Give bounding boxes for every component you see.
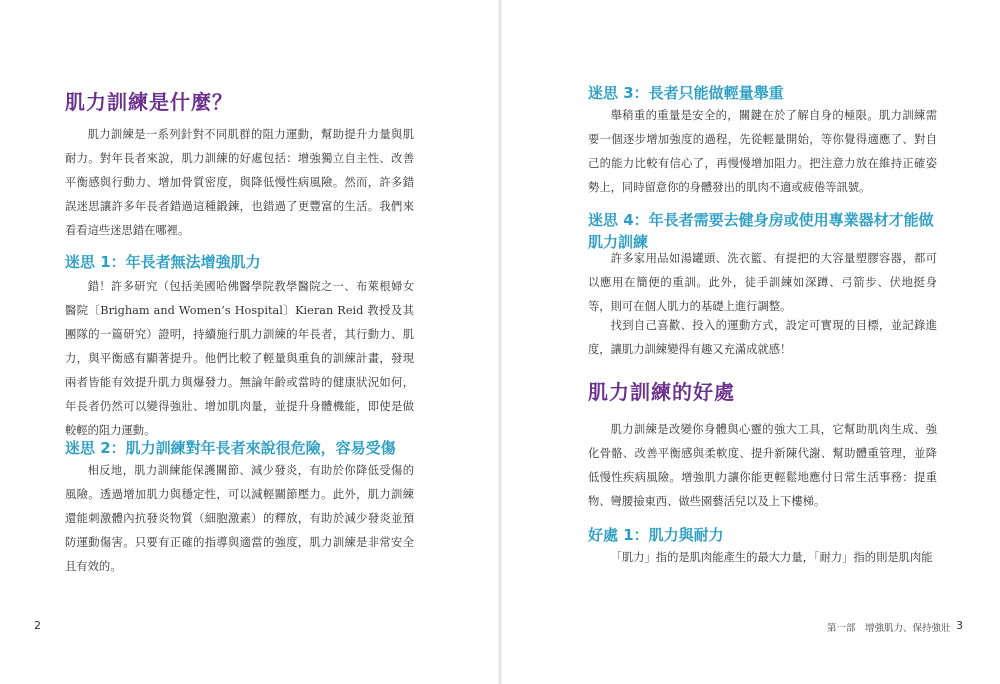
running-head: 第一部 增強肌力、保持強壯 (827, 623, 951, 634)
benefits-intro-paragraph: 肌力訓練是改變你身體與心靈的強大工具，它幫助肌肉生成、強化骨骼、改善平衡感與柔軟度、提升新陳代謝、幫助體重管理，並降低慢性疾病風險。增強肌力讓你能更輕鬆地應付日常生活事務：提重物、彎腰撿東西、做些園藝活兒以及上下樓梯。 (588, 423, 937, 508)
myth-4-paragraph-1: 許多家用品如湯罐頭、洗衣籃、有提把的大容量塑膠容器，都可以應用在簡便的重訓。此外，徒手訓練如深蹲、弓箭步、伏地挺身等，則可在個人肌力的基礎上進行調整。 (588, 252, 937, 313)
myth-3-heading: 迷思 3：長者只能做輕量舉重 (588, 84, 784, 102)
benefit-1-heading: 好處 1：肌力與耐力 (588, 526, 724, 544)
myth-2-heading: 迷思 2：肌力訓練對年長者來說很危險，容易受傷 (65, 439, 396, 457)
benefit-1-paragraph: 「肌力」指的是肌肉能產生的最大力量，「耐力」指的則是肌肉能 (610, 551, 933, 564)
page-number-left: 2 (34, 619, 41, 632)
benefits-title: 肌力訓練的好處 (588, 380, 735, 404)
section-title: 肌力訓練是什麼？ (65, 90, 233, 114)
page-number-right: 3 (956, 619, 963, 632)
myth-4-paragraph-2: 找到自己喜歡、投入的運動方式，設定可實現的目標，並記錄進度，讓肌力訓練變得有趣又充滿成就感！ (588, 319, 937, 356)
myth-3-paragraph: 舉稍重的重量是安全的，關鍵在於了解自身的極限。肌力訓練需要一個逐步增加強度的過程，先從輕量開始，等你覺得適應了、對自己的能力比較有信心了，再慢慢增加阻力。把注意力放在維持正確姿勢上，同時留意你的身體發出的肌肉不適或疲倦等訊號。 (588, 109, 937, 194)
myth-1-heading: 迷思 1：年長者無法增強肌力 (65, 253, 261, 271)
right-page (500, 0, 1000, 684)
myth-2-paragraph: 相反地，肌力訓練能保護關節、減少發炎，有助於你降低受傷的風險。透過增加肌力與穩定性，可以減輕關節壓力。此外，肌力訓練還能刺激體內抗發炎物質（細胞激素）的釋放，有助於減少發炎並預防運動傷害。只要有正確的指導與適當的強度，肌力訓練是非常安全且有效的。 (65, 464, 414, 573)
myth-1-paragraph: 錯！許多研究（包括美國哈佛醫學院教學醫院之一、布萊根婦女醫院〔Brigham and Women’s Hospital〕Kieran Reid 教授及其團隊的一篇研究）證明，持續施行肌力訓練的年長者，其行動力、肌力，與平衡感有顯著提升。他們比較了輕量與重負的訓練計畫，發現兩者皆能有效提升肌力與爆發力。無論年齡或當時的健康狀況如何，年長者仍然可以變得強壯、增加肌肉量，並提升身體機能，即使是做較輕的阻力運動。 (65, 280, 414, 437)
intro-paragraph: 肌力訓練是一系列針對不同肌群的阻力運動，幫助提升力量與肌耐力。對年長者來說，肌力訓練的好處包括：增強獨立自主性、改善平衡感與行動力、增加骨質密度，與降低慢性病風險。然而，許多錯誤迷思讓許多年長者錯過這種鍛鍊，也錯過了更豐富的生活。我們來看看這些迷思錯在哪裡。 (65, 128, 414, 237)
myth-4-heading: 迷思 4：年長者需要去健身房或使用專業器材才能做肌力訓練 (588, 211, 934, 251)
